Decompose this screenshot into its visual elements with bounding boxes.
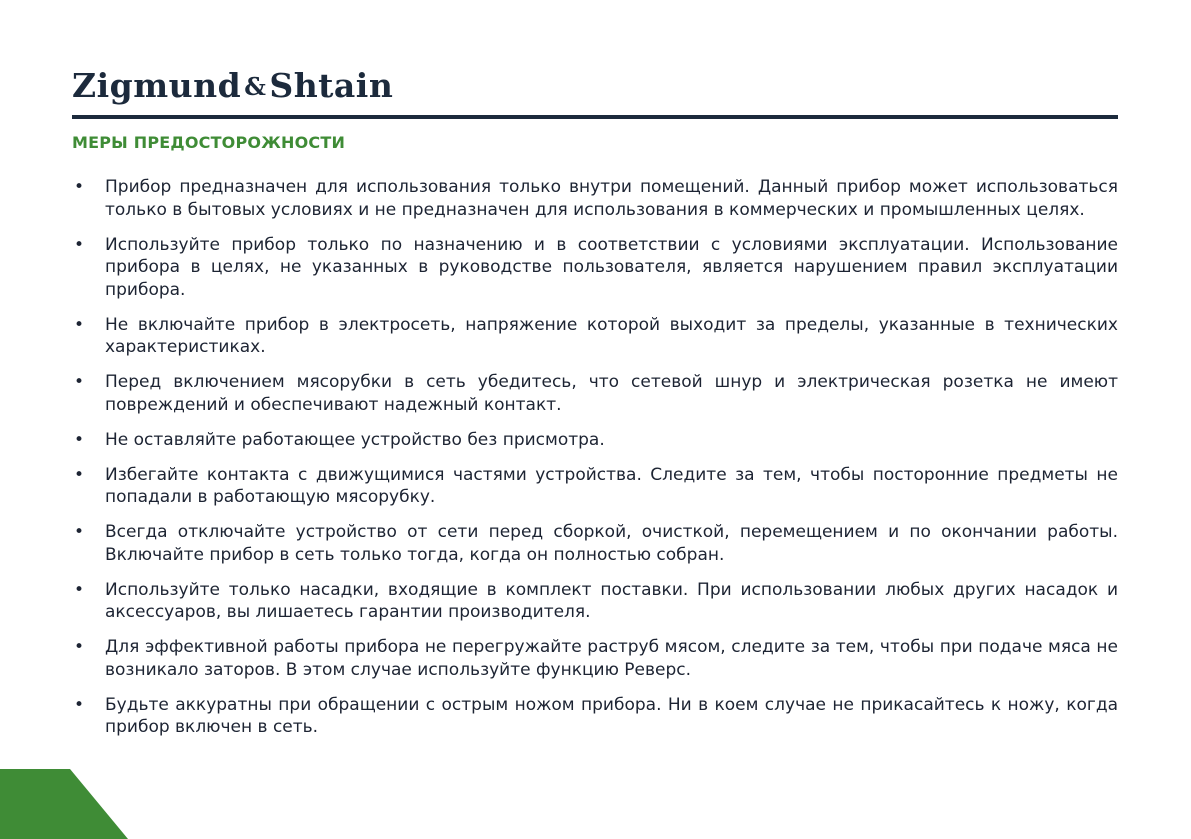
bullet-icon: • bbox=[74, 314, 85, 335]
list-item bbox=[72, 694, 1118, 739]
list-item bbox=[72, 314, 1118, 359]
bullet-icon: • bbox=[74, 464, 85, 485]
bullet-icon: • bbox=[74, 234, 85, 255]
list-item bbox=[72, 636, 1118, 681]
list-item-text: Перед включением мясорубки в сеть убедитесь, что сетевой шнур и электрическая розетка не имеют повреждений и обеспечивают надежный контакт. bbox=[105, 372, 1118, 415]
list-item bbox=[72, 176, 1118, 221]
list-item bbox=[72, 579, 1118, 624]
list-item bbox=[72, 371, 1118, 416]
list-item bbox=[72, 234, 1118, 302]
list-item bbox=[72, 464, 1118, 509]
bullet-icon: • bbox=[74, 429, 85, 450]
list-item-text: Используйте только насадки, входящие в комплект поставки. При использовании любых других насадок и аксессуаров, вы лишаетесь гарантии производителя. bbox=[105, 579, 1118, 622]
list-item bbox=[72, 521, 1118, 566]
brand-ampersand: & bbox=[244, 72, 267, 101]
bullet-icon: • bbox=[74, 694, 85, 715]
bullet-icon: • bbox=[74, 372, 85, 392]
list-item-text: Избегайте контакта с движущимися частями устройства. Следите за тем, чтобы посторонние предметы не попадали в работающую мясорубку. bbox=[105, 464, 1118, 507]
header-divider bbox=[72, 115, 1118, 119]
list-item bbox=[72, 429, 1118, 452]
bullet-icon: • bbox=[74, 522, 85, 542]
section-title: МЕРЫ ПРЕДОСТОРОЖНОСТИ bbox=[72, 133, 346, 152]
list-item-text: Всегда отключайте устройство от сети перед сборкой, очисткой, перемещением и по окончании работы. Включайте прибор в сеть только тогда, когда он полностью собран. bbox=[105, 522, 1118, 565]
bullet-icon: • bbox=[74, 579, 85, 600]
list-item-text: Не оставляйте работающее устройство без присмотра. bbox=[105, 429, 605, 450]
list-item-text: Прибор предназначен для использования только внутри помещений. Данный прибор может использоваться только в бытовых условиях и не предназначен для использования в коммерческих и промышленных целях. bbox=[105, 177, 1118, 220]
list-item-text: Используйте прибор только по назначению и в соответствии с условиями эксплуатации. Использование прибора в целях, не указанных в руководстве пользователя, является нарушением правил эксплуатации прибора. bbox=[105, 234, 1118, 300]
brand-name-part1: Zigmund bbox=[72, 66, 242, 105]
bullet-icon: • bbox=[74, 177, 85, 197]
list-item-text: Будьте аккуратны при обращении с острым ножом прибора. Ни в коем случае не прикасайтесь к ножу, когда прибор включен в сеть. bbox=[105, 694, 1118, 737]
list-item-text: Не включайте прибор в электросеть, напряжение которой выходит за пределы, указанные в технических характеристиках. bbox=[105, 314, 1118, 357]
brand-name-part2: Shtain bbox=[269, 66, 394, 105]
list-item-text: Для эффективной работы прибора не перегружайте раструб мясом, следите за тем, чтобы при подаче мяса не возникало заторов. В этом случае используйте функцию Реверс. bbox=[105, 637, 1118, 680]
green-corner-decoration bbox=[0, 769, 128, 839]
bullet-icon: • bbox=[74, 637, 85, 657]
brand-logo bbox=[72, 66, 393, 105]
corner-shape bbox=[0, 769, 128, 839]
precautions-list bbox=[72, 176, 1118, 739]
